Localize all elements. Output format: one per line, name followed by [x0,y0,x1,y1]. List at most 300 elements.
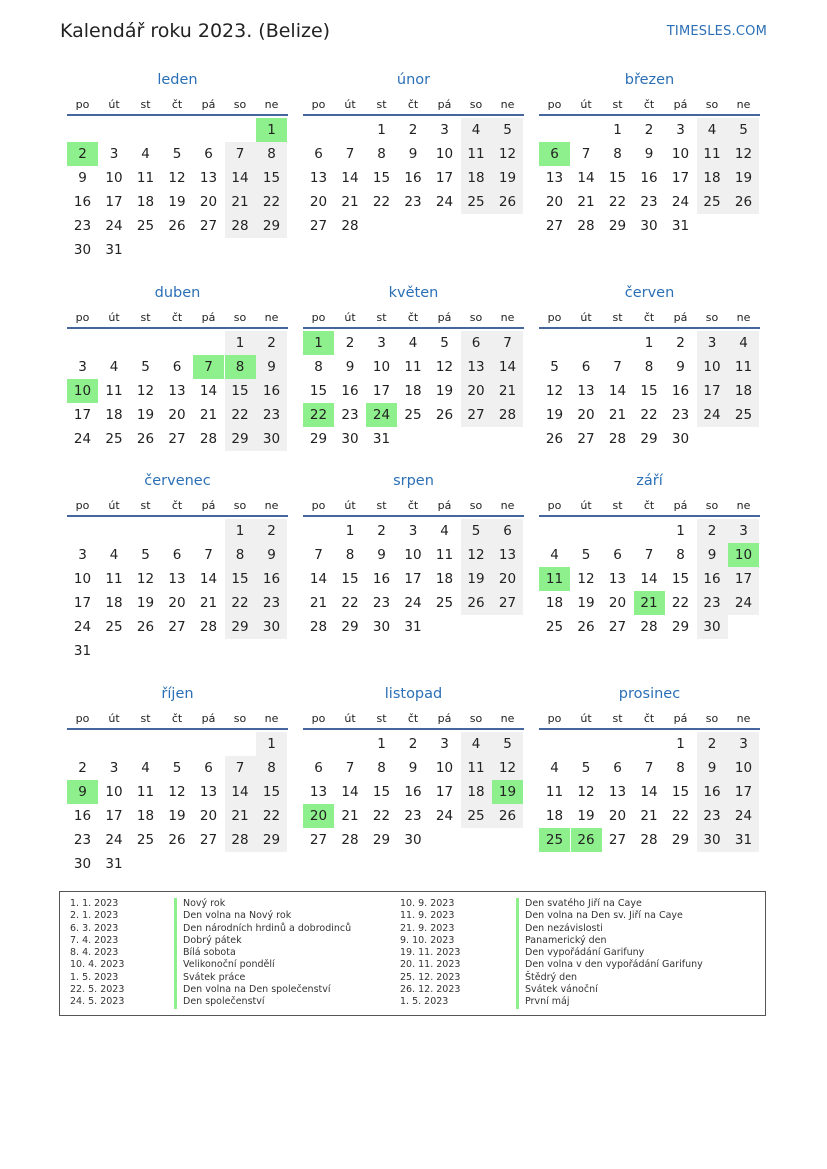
day-cell: 31 [404,619,422,635]
day-cell: 19 [461,567,492,591]
weekday-label: čt [407,311,419,324]
weekday-label: ne [500,98,515,111]
day-cell: 18 [545,595,564,611]
day-cell: 11 [539,567,570,591]
day-cell: 12 [435,359,454,375]
day-cell: 22 [372,808,391,824]
holiday-date: 19. 11. 2023 [400,947,461,959]
weekday-label: ne [264,311,279,324]
day-cell: 11 [728,355,759,379]
day-cell: 31 [105,856,123,872]
day-cell: 26 [168,218,186,234]
weekday-label: ne [736,712,751,725]
day-cell: 11 [697,142,728,166]
day-cell: 15 [256,780,287,804]
day-cell: 14 [341,784,359,800]
day-cell: 6 [172,359,182,375]
weekday-label: po [547,499,562,512]
day-cell: 17 [728,780,759,804]
day-cell: 23 [404,194,422,210]
day-cell: 2 [256,519,287,543]
holiday-name: Dobrý pátek [183,934,242,946]
day-cell: 23 [640,194,658,210]
month-name: červenec [144,473,211,489]
day-cell: 17 [372,383,391,399]
day-cell: 30 [256,427,287,451]
day-cell: 21 [225,804,256,828]
day-cell: 11 [404,359,422,375]
day-cell: 16 [697,780,728,804]
weekday-label: so [469,311,483,324]
day-cell: 26 [492,190,523,214]
day-cell: 5 [141,547,150,563]
day-cell: 26 [728,190,759,214]
month-name: listopad [384,686,443,702]
day-cell: 25 [461,190,492,214]
day-cell: 5 [440,335,449,351]
day-cell: 15 [640,383,658,399]
weekday-label: ne [264,712,279,725]
day-cell: 27 [199,832,218,848]
day-cell: 14 [225,780,256,804]
day-cell: 7 [225,142,256,166]
day-cell: 3 [78,359,87,375]
day-cell: 15 [671,784,690,800]
day-cell: 3 [78,547,87,563]
weekday-label: út [108,98,120,111]
weekday-label: pá [673,311,688,324]
holiday-date: 24. 5. 2023 [70,996,125,1008]
day-cell: 25 [136,832,155,848]
day-cell: 28 [225,214,256,238]
holiday-name: První máj [525,996,570,1008]
weekday-label: st [376,98,387,111]
day-cell: 5 [581,760,591,776]
holiday-names-column [174,898,351,1009]
day-cell: 15 [256,166,287,190]
day-cell: 9 [676,359,685,375]
day-cell: 20 [461,379,492,403]
holiday-name: Velikonoční pondělí [183,959,275,971]
day-cell: 27 [168,431,186,447]
day-cell: 19 [577,808,595,824]
day-cell: 22 [256,190,287,214]
weekday-label: so [705,98,719,111]
day-cell: 25 [435,595,454,611]
day-cell: 19 [136,595,155,611]
day-cell: 25 [105,431,123,447]
day-cell: 6 [172,547,182,563]
day-cell: 20 [577,407,595,423]
day-cell: 19 [435,383,454,399]
day-cell: 11 [545,784,564,800]
weekday-label: ne [264,499,279,512]
day-cell: 4 [461,118,492,142]
day-cell: 18 [105,407,123,423]
weekday-label: st [612,98,623,111]
day-cell: 26 [545,431,564,447]
day-cell: 15 [608,170,627,186]
day-cell: 9 [256,543,287,567]
day-cell: 17 [435,170,454,186]
month-rule [539,515,760,517]
day-cell: 21 [341,194,359,210]
day-cell: 6 [581,359,591,375]
day-cell: 24 [728,591,759,615]
day-cell: 21 [341,808,359,824]
day-cell: 13 [577,383,595,399]
site-link[interactable]: TIMESLES.COM [666,24,767,39]
day-cell: 28 [199,619,218,635]
day-cell: 22 [256,804,287,828]
day-cell: 13 [168,383,186,399]
day-cell: 5 [461,519,492,543]
weekday-label: po [311,311,326,324]
day-cell: 1 [225,331,256,355]
weekday-label: pá [437,98,452,111]
day-cell: 11 [105,383,123,399]
weekday-label: pá [201,499,216,512]
day-cell: 2 [408,736,418,752]
weekday-label: út [108,311,120,324]
day-cell: 21 [640,808,658,824]
day-cell: 29 [309,431,328,447]
day-cell: 14 [309,571,328,587]
weekday-label: st [612,311,623,324]
day-cell: 22 [671,595,690,611]
day-cell: 10 [105,784,123,800]
weekday-label: čt [643,499,655,512]
day-cell: 22 [303,403,334,427]
weekday-label: so [469,98,483,111]
weekday-label: po [547,98,562,111]
day-cell: 21 [634,591,665,615]
weekday-label: čt [407,712,419,725]
weekday-label: ne [500,712,515,725]
day-cell: 4 [141,146,150,162]
weekday-label: pá [673,712,688,725]
day-cell: 8 [644,359,654,375]
month-rule [67,114,288,116]
day-cell: 1 [225,519,256,543]
day-cell: 15 [225,567,256,591]
day-cell: 20 [168,407,186,423]
day-cell: 17 [105,194,123,210]
day-cell: 8 [314,359,323,375]
day-cell: 7 [492,331,523,355]
day-cell: 10 [404,547,422,563]
day-cell: 7 [345,760,355,776]
day-cell: 13 [199,784,218,800]
weekday-label: čt [407,499,419,512]
day-cell: 14 [640,571,658,587]
day-cell: 9 [408,760,418,776]
day-cell: 27 [461,403,492,427]
month-rule [67,728,288,730]
day-cell: 30 [404,832,422,848]
day-cell: 10 [671,146,690,162]
day-cell: 6 [204,760,213,776]
month-name: září [636,473,663,489]
day-cell: 12 [168,784,186,800]
day-cell: 23 [341,407,359,423]
day-cell: 3 [408,523,418,539]
day-cell: 26 [136,431,155,447]
month-name: březen [624,72,675,88]
day-cell: 20 [168,595,186,611]
day-cell: 5 [172,146,182,162]
holiday-name: Den společenství [183,996,265,1008]
weekday-label: čt [171,499,183,512]
day-cell: 28 [608,431,627,447]
day-cell: 20 [608,595,627,611]
day-cell: 1 [613,122,622,138]
day-cell: 2 [345,335,355,351]
day-cell: 16 [640,170,658,186]
day-cell: 4 [141,760,150,776]
day-cell: 16 [404,784,422,800]
day-cell: 6 [613,547,622,563]
day-cell: 8 [256,142,287,166]
month-rule [303,728,524,730]
day-cell: 16 [404,170,422,186]
day-cell: 7 [314,547,323,563]
day-cell: 19 [545,407,564,423]
day-cell: 19 [168,194,186,210]
day-cell: 1 [676,736,685,752]
day-cell: 23 [73,218,92,234]
weekday-label: st [376,311,387,324]
day-cell: 14 [225,166,256,190]
day-cell: 27 [309,218,328,234]
weekday-label: pá [437,712,452,725]
weekday-label: po [547,311,562,324]
day-cell: 19 [492,166,523,190]
day-cell: 6 [204,146,213,162]
day-cell: 12 [136,571,155,587]
day-cell: 17 [435,784,454,800]
day-cell: 29 [225,427,256,451]
day-cell: 20 [199,194,218,210]
day-cell: 29 [671,832,690,848]
holiday-name: Den vypořádání Garifuny [525,947,645,959]
weekday-label: st [140,311,151,324]
weekday-label: st [376,712,387,725]
day-cell: 11 [105,571,123,587]
day-cell: 25 [539,828,570,852]
holiday-name: Svátek vánoční [525,984,598,996]
day-cell: 8 [225,543,256,567]
day-cell: 25 [461,804,492,828]
day-cell: 30 [697,828,728,852]
weekday-label: so [705,712,719,725]
day-cell: 18 [545,808,564,824]
day-cell: 20 [545,194,564,210]
holiday-names-column [516,898,703,1009]
day-cell: 16 [73,194,92,210]
weekday-label: čt [643,98,655,111]
day-cell: 28 [492,403,523,427]
day-cell: 9 [78,170,87,186]
day-cell: 12 [577,784,595,800]
day-cell: 24 [105,832,123,848]
day-cell: 20 [608,808,627,824]
day-cell: 15 [309,383,328,399]
day-cell: 27 [199,218,218,234]
month-name: duben [154,285,201,301]
day-cell: 28 [199,431,218,447]
weekday-label: pá [201,98,216,111]
holiday-date: 2. 1. 2023 [70,910,119,922]
month-rule [303,515,524,517]
month-rule [303,114,524,116]
day-cell: 9 [256,355,287,379]
day-cell: 10 [105,170,123,186]
day-cell: 4 [461,732,492,756]
day-cell: 9 [644,146,654,162]
day-cell: 13 [608,784,627,800]
day-cell: 24 [105,218,123,234]
weekday-label: po [75,499,90,512]
day-cell: 9 [377,547,386,563]
day-cell: 17 [728,567,759,591]
day-cell: 30 [697,615,728,639]
weekday-label: so [233,712,247,725]
weekday-label: po [311,499,326,512]
holiday-date: 21. 9. 2023 [400,922,455,934]
day-cell: 27 [608,832,627,848]
weekday-label: út [344,98,356,111]
day-cell: 7 [644,547,654,563]
weekday-label: po [75,311,90,324]
day-cell: 10 [67,379,98,403]
day-cell: 2 [697,732,728,756]
day-cell: 13 [492,543,523,567]
day-cell: 28 [640,619,658,635]
day-cell: 9 [697,543,728,567]
day-cell: 22 [640,407,658,423]
day-cell: 7 [581,146,591,162]
month-rule [539,327,760,329]
day-cell: 16 [256,379,287,403]
day-cell: 13 [309,170,328,186]
day-cell: 5 [492,732,523,756]
weekday-label: út [580,712,592,725]
day-cell: 3 [697,331,728,355]
weekday-label: st [612,712,623,725]
day-cell: 15 [341,571,359,587]
weekday-label: pá [201,712,216,725]
day-cell: 22 [372,194,391,210]
day-cell: 17 [697,379,728,403]
day-cell: 20 [492,567,523,591]
month-rule [303,327,524,329]
day-cell: 24 [73,431,92,447]
day-cell: 4 [440,523,449,539]
day-cell: 8 [676,760,685,776]
holiday-name: Den volna na Nový rok [183,910,292,922]
month-rule [539,728,760,730]
weekday-label: út [344,712,356,725]
day-cell: 10 [73,571,92,587]
day-cell: 1 [377,736,386,752]
day-cell: 17 [73,595,92,611]
day-cell: 17 [73,407,92,423]
weekday-label: po [75,98,90,111]
day-cell: 18 [461,780,492,804]
day-cell: 8 [345,547,355,563]
weekday-label: ne [736,499,751,512]
holiday-date: 10. 4. 2023 [70,959,125,971]
month-rule [67,327,288,329]
day-cell: 12 [545,383,564,399]
month-name: únor [396,72,431,88]
day-cell: 31 [73,643,92,659]
month-name: červen [624,285,675,301]
day-cell: 26 [168,832,186,848]
day-cell: 3 [440,122,449,138]
day-cell: 22 [225,591,256,615]
month-name: říjen [161,686,194,702]
holiday-name: Den národních hrdinů a dobrodinců [183,922,352,934]
day-cell: 11 [136,170,155,186]
weekday-label: po [311,712,326,725]
day-cell: 8 [613,146,622,162]
day-cell: 22 [341,595,359,611]
day-cell: 23 [697,804,728,828]
day-cell: 27 [608,619,627,635]
day-cell: 22 [225,403,256,427]
day-cell: 30 [73,242,92,258]
weekday-label: čt [171,712,183,725]
day-cell: 23 [697,591,728,615]
day-cell: 8 [377,760,386,776]
day-cell: 19 [136,407,155,423]
day-cell: 25 [136,218,155,234]
day-cell: 24 [435,194,454,210]
holiday-date: 1. 5. 2023 [400,996,449,1008]
day-cell: 30 [372,619,391,635]
day-cell: 3 [109,146,119,162]
weekday-label: so [705,311,719,324]
day-cell: 29 [608,218,627,234]
day-cell: 14 [577,170,595,186]
day-cell: 13 [545,170,564,186]
day-cell: 2 [408,122,418,138]
holiday-date: 22. 5. 2023 [70,984,125,996]
day-cell: 4 [550,547,559,563]
day-cell: 23 [671,407,690,423]
day-cell: 19 [492,780,523,804]
day-cell: 16 [671,383,690,399]
day-cell: 30 [73,856,92,872]
day-cell: 26 [435,407,454,423]
day-cell: 1 [256,118,287,142]
month-rule [539,114,760,116]
day-cell: 25 [404,407,422,423]
day-cell: 18 [435,571,454,587]
day-cell: 31 [105,242,123,258]
holiday-date: 20. 11. 2023 [400,959,461,971]
weekday-label: pá [673,499,688,512]
day-cell: 10 [435,760,454,776]
holiday-date: 6. 3. 2023 [70,922,119,934]
holiday-name: Den volna na Den sv. Jiří na Caye [525,910,683,922]
day-cell: 15 [372,784,391,800]
day-cell: 25 [697,190,728,214]
weekday-label: ne [736,98,751,111]
weekday-label: čt [643,712,655,725]
